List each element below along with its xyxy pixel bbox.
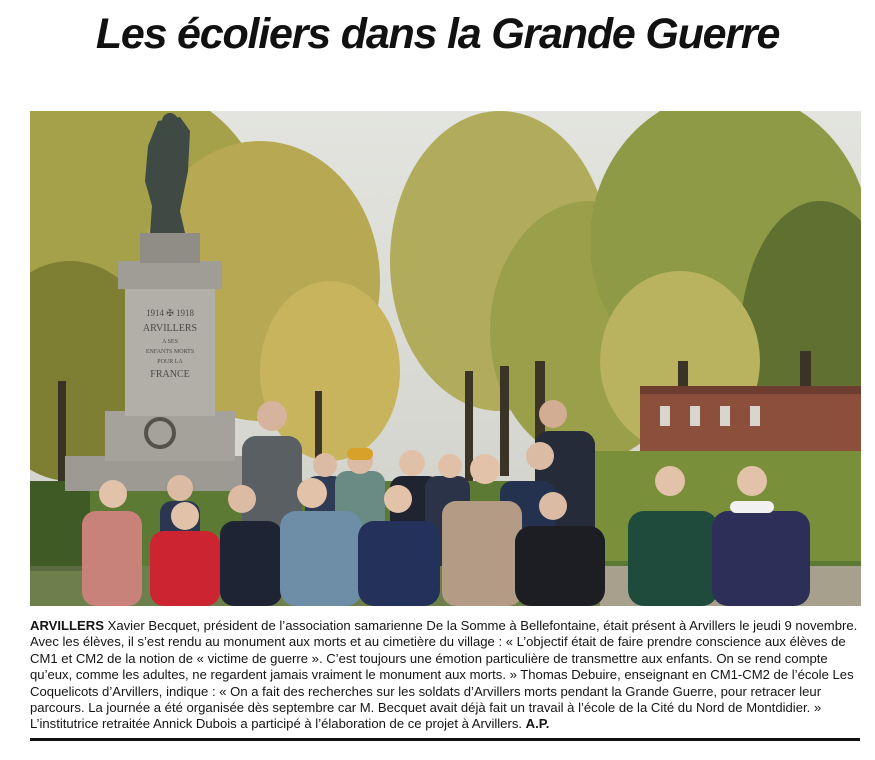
monument-country: FRANCE <box>150 369 190 380</box>
monument-years: 1914 ✠ 1918 <box>145 308 195 318</box>
caption-signature: A.P. <box>525 716 550 732</box>
photo-caption <box>30 618 860 733</box>
monument-line1: A SES <box>162 339 178 345</box>
bottom-rule <box>30 738 860 741</box>
caption-location: ARVILLERS <box>30 618 104 633</box>
monument-line2: ENFANTS MORTS <box>145 349 195 355</box>
monument-line3: POUR LA <box>157 359 183 365</box>
caption-body: Xavier Becquet, président de l’association samarienne De la Somme à Bellefontaine, était présent à Arvillers le jeudi 9 novembre. Avec les élèves, il s’est rendu au monument aux morts et au cimetière du village : « L’objectif était de faire prendre conscience aux élèves de CM1 et CM2 de la notion de « victime de guerre ». C’est toujours une émotion particulière de transmettre aux enfants. On se rend compte qu’eux, comme les adultes, ne regardent jamais vraiment le monument aux morts. » Thomas Debuire, enseignant en CM1-CM2 de l’école Les Coquelicots d’Arvillers, indique : « On a fait des recherches sur les soldats d’Arvillers morts pendant la Grande Guerre, pour retracer leur parcours. La journée a été organisée dès septembre car M. Becquet avait déjà fait un travail à l’école de la Cité du Nord de Montdidier. » L’institutrice retraitée Annick Dubois a participé à l’élaboration de ce projet à Arvillers. <box>30 618 858 732</box>
headline: Les écoliers dans la Grande Guerre <box>95 10 780 58</box>
article-photo <box>30 111 861 606</box>
monument-town: ARVILLERS <box>142 323 198 334</box>
